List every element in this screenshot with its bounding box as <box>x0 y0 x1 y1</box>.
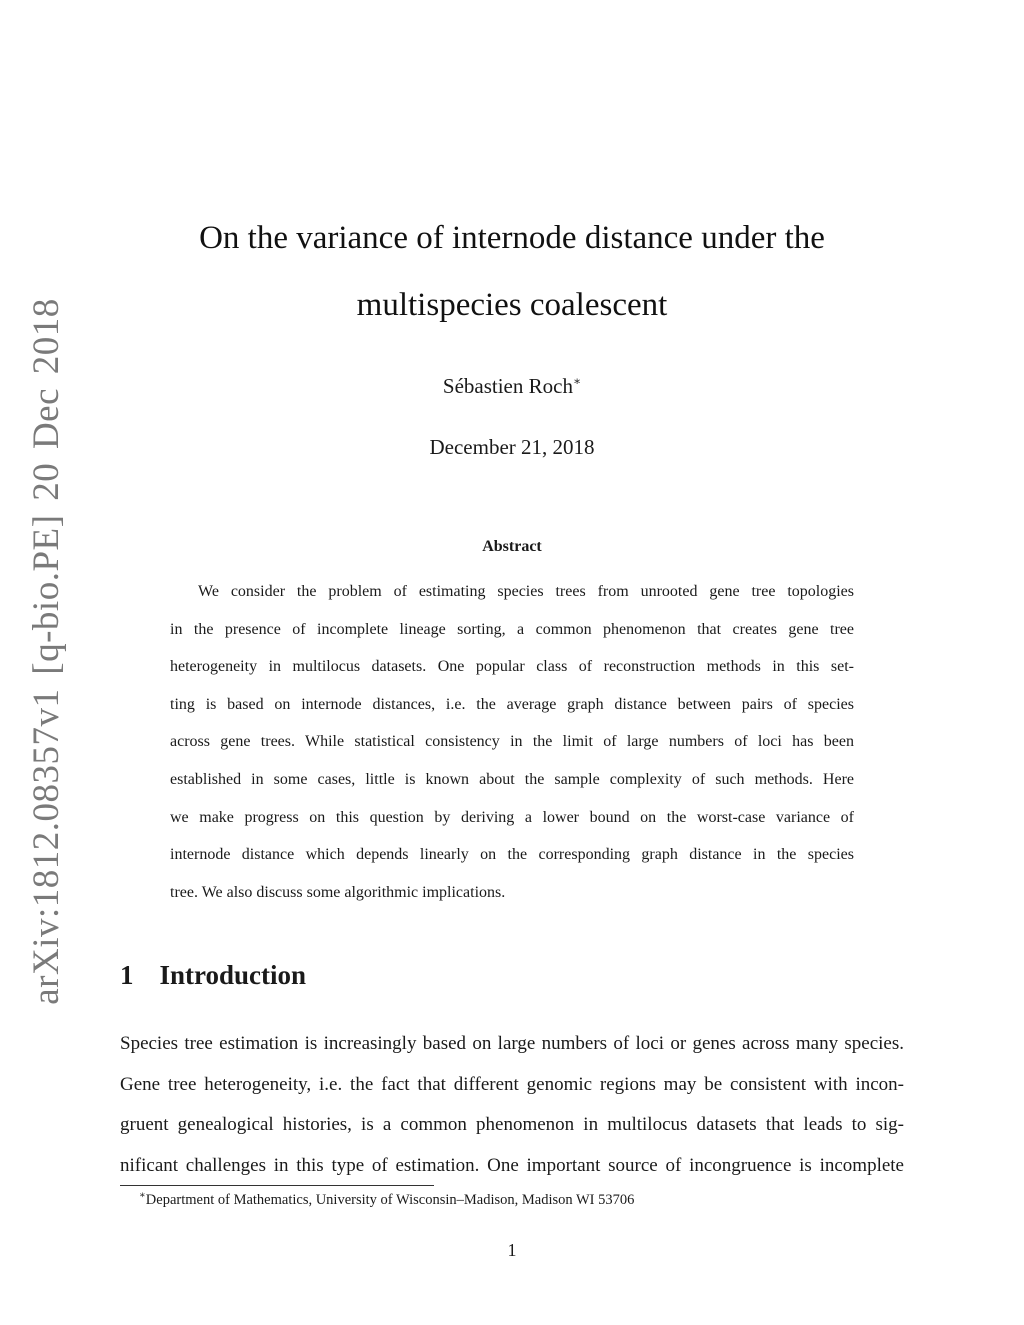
intro-line: Gene tree heterogeneity, i.e. the fact that different genomic regions may be consistent with incon- <box>120 1073 904 1095</box>
abstract-line: tree. We also discuss some algorithmic implications. <box>170 883 506 901</box>
abstract-line: we make progress on this question by deriving a lower bound on the worst-case variance of <box>170 808 854 826</box>
section-title: Introduction <box>159 960 307 990</box>
intro-line: Species tree estimation is increasingly based on large numbers of loci or genes across many species. <box>120 1033 904 1054</box>
section-number: 1 <box>120 960 134 990</box>
paper-title-line-2: multispecies coalescent <box>356 287 668 323</box>
abstract-line: ting is based on internode distances, i.e. the average graph distance between pairs of species <box>170 695 854 713</box>
footnote-text: Department of Mathematics, University of Wisconsin–Madison, Madison WI 53706 <box>145 1191 635 1208</box>
abstract-heading: Abstract <box>482 538 542 555</box>
abstract-line: established in some cases, little is known about the sample complexity of such methods. Here <box>170 770 854 788</box>
author-line <box>120 374 904 399</box>
intro-line: nificant challenges in this type of estimation. One important source of incongruence is incomplete <box>120 1154 904 1176</box>
abstract-line: We consider the problem of estimating species trees from unrooted gene tree topologies <box>198 583 854 600</box>
arxiv-identifier: arXiv:1812.08357v1 [q-bio.PE] 20 Dec 2018 <box>25 297 67 1005</box>
abstract-line: in the presence of incomplete lineage sorting, a common phenomenon that creates gene tree <box>170 620 854 638</box>
footnote-divider <box>120 1185 434 1186</box>
intro-line: gruent genealogical histories, is a common phenomenon in multilocus datasets that leads to sig- <box>120 1114 904 1135</box>
author-name: Sébastien Roch <box>442 374 573 398</box>
section-heading <box>120 960 306 991</box>
footnote-mark: ∗ <box>139 1190 146 1201</box>
abstract-body <box>170 580 854 918</box>
page-number: 1 <box>507 1240 517 1260</box>
abstract-line: internode distance which depends linearly on the corresponding graph distance in the species <box>170 846 854 864</box>
introduction-body <box>120 1031 904 1193</box>
author-footnote-mark: ∗ <box>572 374 582 388</box>
paper-date: December 21, 2018 <box>429 435 595 459</box>
abstract-line: across gene trees. While statistical consistency in the limit of large numbers of loci has been <box>170 733 854 751</box>
arxiv-stamp <box>16 297 76 1005</box>
paper-title-line-1: On the variance of internode distance under the <box>199 220 825 256</box>
footnote <box>139 1190 634 1209</box>
abstract-line: heterogeneity in multilocus datasets. One popular class of reconstruction methods in this set- <box>170 658 854 676</box>
